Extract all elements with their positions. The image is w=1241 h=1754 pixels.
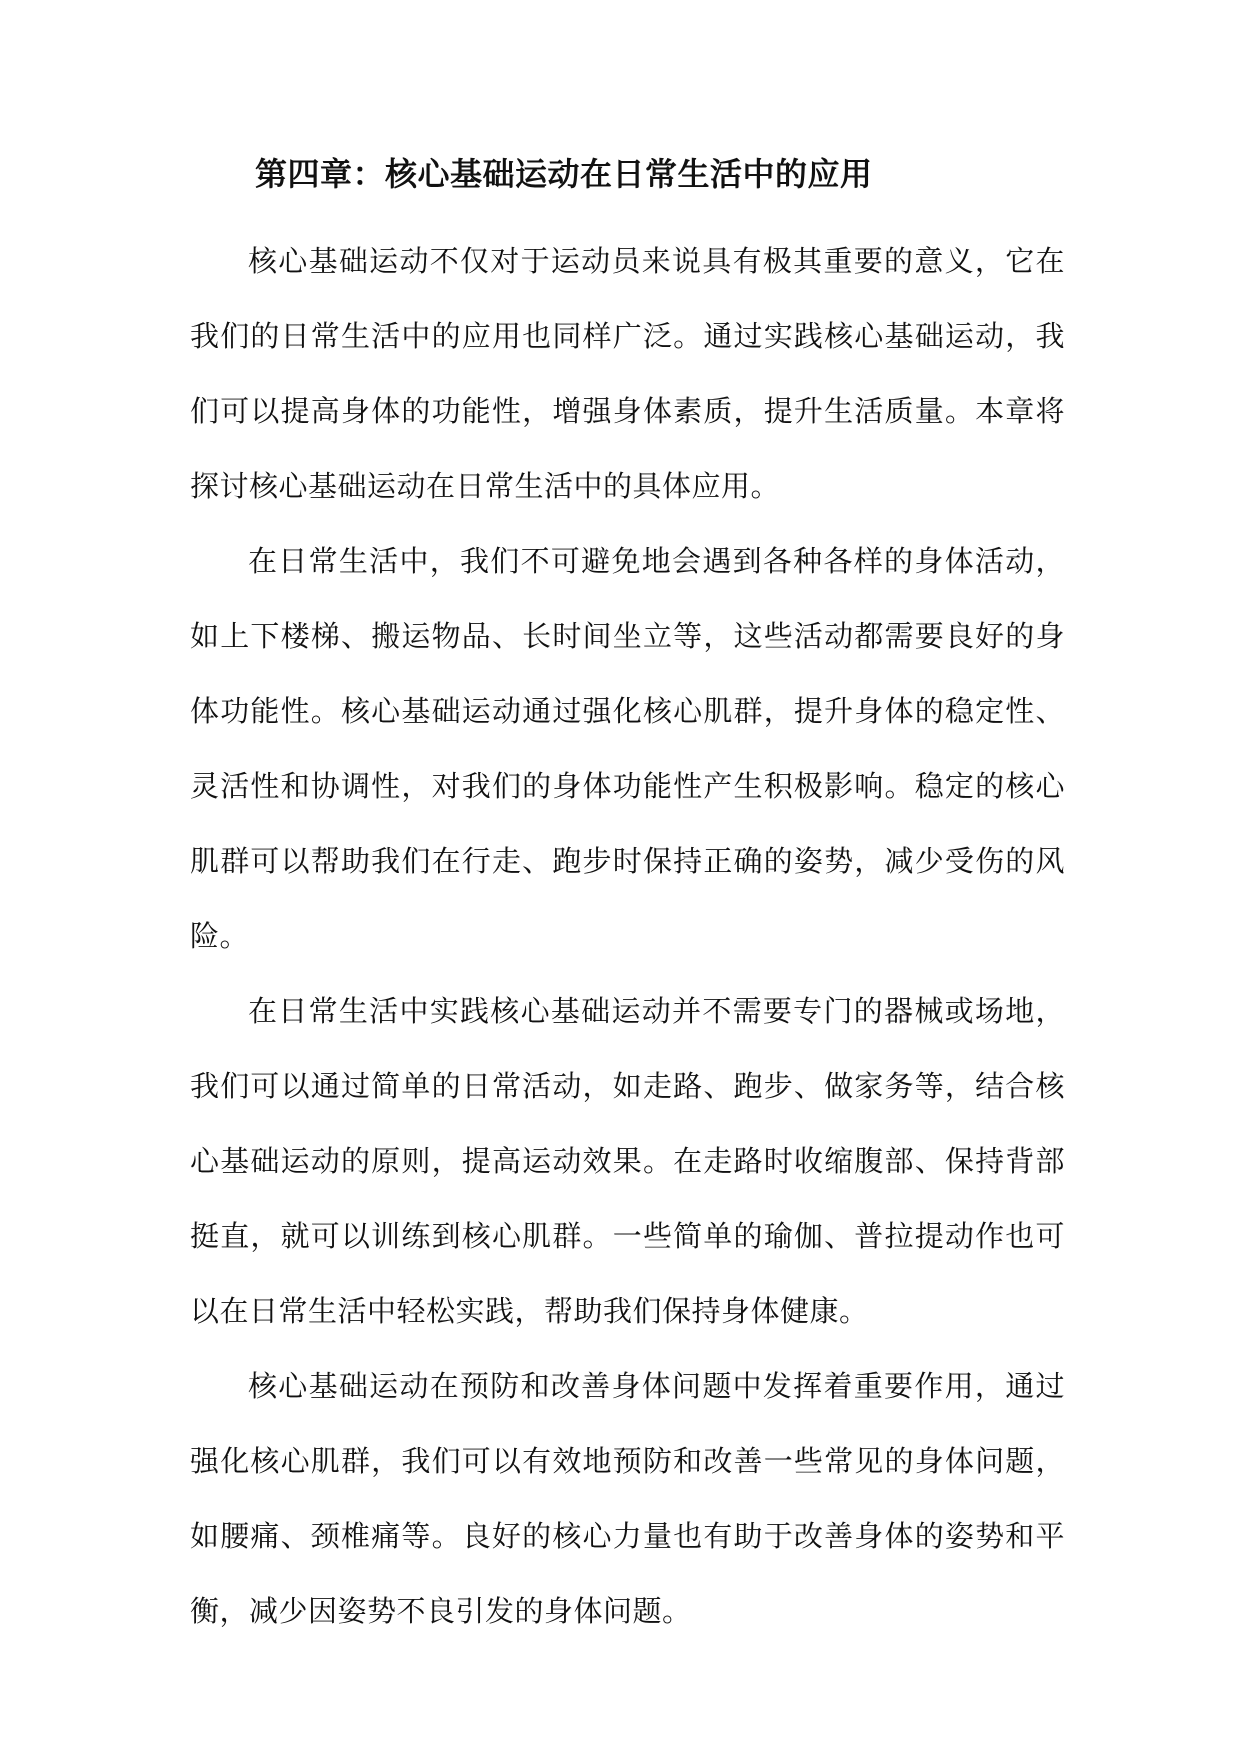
paragraph-3: 在日常生活中实践核心基础运动并不需要专门的器械或场地，我们可以通过简单的日常活动，如走路、跑步、做家务等，结合核心基础运动的原则，提高运动效果。在走路时收缩腹部、保持背部挺直，就可以训练到核心肌群。一些简单的瑜伽、普拉提动作也可以在日常生活中轻松实践，帮助我们保持身体健康。 <box>190 994 1065 1328</box>
chapter-title: 第四章：核心基础运动在日常生活中的应用 <box>255 155 873 193</box>
paragraph-1: 核心基础运动不仅对于运动员来说具有极其重要的意义，它在我们的日常生活中的应用也同样广泛。通过实践核心基础运动，我们可以提高身体的功能性，增强身体素质，提升生活质量。本章将探讨核心基础运动在日常生活中的具体应用。 <box>190 244 1065 503</box>
paragraph-2: 在日常生活中，我们不可避免地会遇到各种各样的身体活动，如上下楼梯、搬运物品、长时间坐立等，这些活动都需要良好的身体功能性。核心基础运动通过强化核心肌群，提升身体的稳定性、灵活性和协调性，对我们的身体功能性产生积极影响。稳定的核心肌群可以帮助我们在行走、跑步时保持正确的姿势，减少受伤的风险。 <box>190 544 1065 953</box>
paragraph-4: 核心基础运动在预防和改善身体问题中发挥着重要作用，通过强化核心肌群，我们可以有效地预防和改善一些常见的身体问题，如腰痛、颈椎痛等。良好的核心力量也有助于改善身体的姿势和平衡，减少因姿势不良引发的身体问题。 <box>190 1369 1065 1628</box>
body-text <box>190 224 1065 1649</box>
